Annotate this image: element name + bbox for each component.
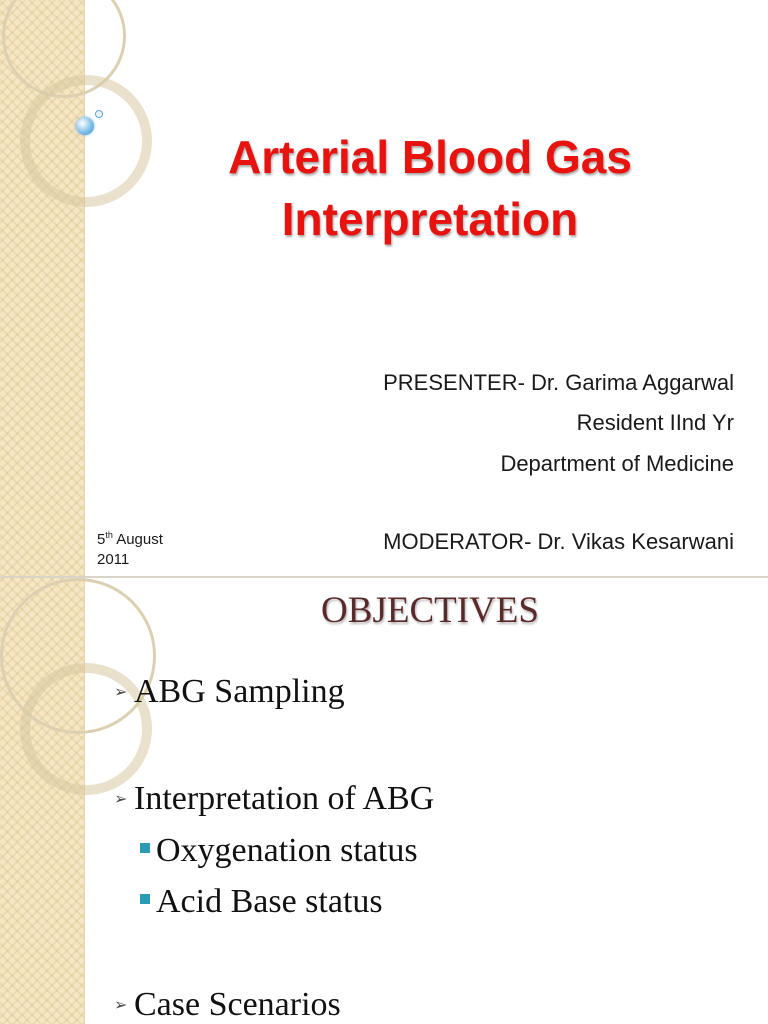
date-suffix: th (105, 530, 113, 540)
presentation-date (97, 530, 163, 570)
presenter-department: Department of Medicine (500, 451, 734, 476)
moderator-line: MODERATOR- Dr. Vikas Kesarwani (383, 529, 734, 554)
bubble-icon (95, 110, 103, 118)
objective-item (114, 986, 341, 1024)
bubble-icon (76, 117, 94, 135)
slide-title-line2: Interpretation (281, 193, 579, 245)
objective-subitem (140, 832, 418, 870)
arrow-bullet-icon: ➢ (114, 995, 128, 1014)
objective-item-text: ABG Sampling (134, 673, 345, 710)
arrow-bullet-icon: ➢ (114, 682, 128, 701)
date-day: 5 (97, 531, 106, 548)
objective-item-text: Interpretation of ABG (134, 780, 435, 817)
square-bullet-icon (140, 843, 150, 853)
objective-item-text: Case Scenarios (134, 986, 341, 1023)
objective-subitem-text: Oxygenation status (156, 832, 418, 869)
date-month: August (112, 531, 163, 548)
presenter-line: PRESENTER- Dr. Garima Aggarwal (383, 370, 734, 395)
objective-subitem (140, 883, 383, 921)
arrow-bullet-icon: ➢ (114, 789, 128, 808)
objective-subitem-text: Acid Base status (156, 883, 383, 920)
objectives-title: OBJECTIVES (321, 590, 539, 631)
objectives-slide (0, 578, 768, 1024)
presenter-role: Resident IInd Yr (576, 410, 734, 435)
slide-title-line1: Arterial Blood Gas (228, 131, 632, 183)
objective-item (114, 780, 434, 818)
square-bullet-icon (140, 894, 150, 904)
objective-item (114, 673, 345, 711)
date-year: 2011 (97, 551, 130, 568)
